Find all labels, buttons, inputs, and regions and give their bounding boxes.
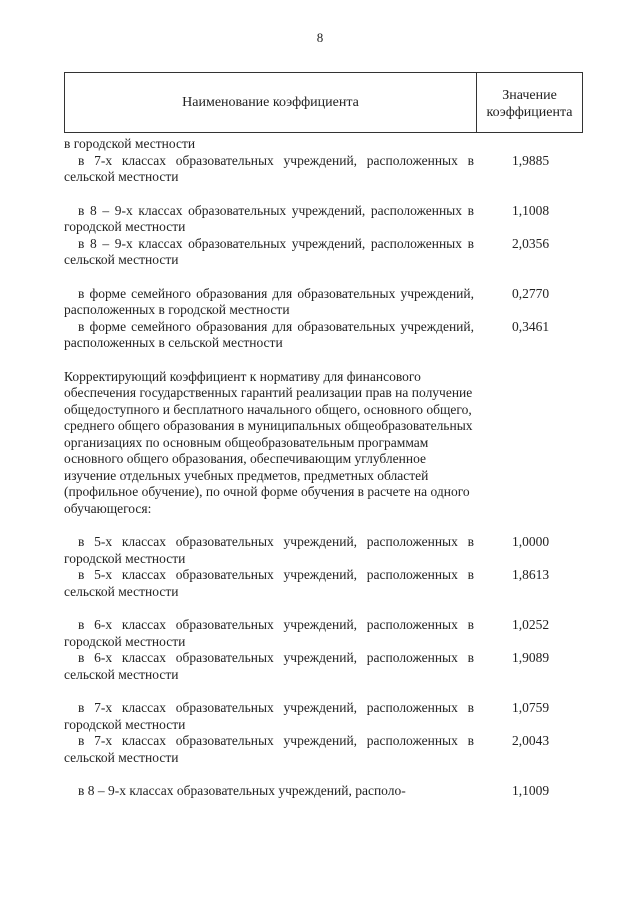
table-row — [64, 700, 584, 733]
row-text: в 8 – 9-х классах образовательных учреждений, расположенных в городской местности — [64, 202, 474, 234]
row-text: в 6-х классах образовательных учреждений, расположенных в городской местности — [64, 617, 474, 649]
row-value: 0,2770 — [512, 285, 550, 301]
table-row — [64, 153, 584, 186]
row-text: в форме семейного образования для образовательных учреждений, расположенных в сельской местности — [64, 318, 474, 350]
row-text: в 5-х классах образовательных учреждений, расположенных в сельской местности — [64, 567, 474, 599]
row-value: 1,1008 — [512, 202, 550, 218]
row-value: 1,9885 — [512, 152, 550, 168]
column-header-value-line2: коэффициента — [486, 105, 573, 120]
page-number: 8 — [316, 30, 324, 45]
row-text: в городской местности — [64, 136, 196, 151]
row-text: в 7-х классах образовательных учреждений, расположенных в городской местности — [64, 700, 474, 732]
table-row — [64, 319, 584, 352]
column-header-value — [477, 87, 582, 121]
coefficient-table-body — [64, 136, 584, 800]
row-value: 0,3461 — [512, 318, 550, 334]
row-text: в 6-х классах образовательных учреждений, расположенных в сельской местности — [64, 650, 474, 682]
table-row — [64, 617, 584, 650]
table-row — [64, 136, 584, 153]
row-value: 1,0252 — [512, 617, 550, 632]
table-header — [64, 72, 583, 133]
table-row — [64, 236, 584, 269]
table-row — [64, 203, 584, 236]
row-value: 1,0000 — [512, 534, 550, 549]
table-row — [64, 733, 584, 766]
table-row — [64, 783, 584, 800]
row-text: в 7-х классах образовательных учреждений, расположенных в сельской местности — [64, 733, 474, 765]
row-text: в форме семейного образования для образовательных учреждений, расположенных в городской местности — [64, 285, 474, 317]
row-text: в 8 – 9-х классах образовательных учреждений, расположенных в сельской местности — [64, 235, 474, 267]
table-row — [64, 286, 584, 319]
row-value: 1,8613 — [512, 567, 550, 582]
column-header-value-line1: Значение — [502, 88, 557, 103]
row-value: 1,0759 — [512, 700, 550, 715]
column-header-name: Наименование коэффициента — [182, 95, 359, 110]
row-value: 1,1009 — [512, 783, 550, 798]
row-text: в 7-х классах образовательных учреждений, расположенных в сельской местности — [64, 152, 474, 184]
table-row — [64, 534, 584, 567]
table-row — [64, 567, 584, 600]
row-value: 1,9089 — [512, 650, 550, 665]
row-value: 2,0356 — [512, 235, 550, 251]
section-paragraph: Корректирующий коэффициент к нормативу для финансового обеспечения государственных гарантий реализации прав на получение общедоступного и бесплатного начального общего, основного общего, среднего общего образования в муниципальных общеобразовательных организациях по основным общеобразовательным программам основного общего образования, обеспечивающим углубленное изучение отдельных учебных предметов, предметных областей (профильное обучение), по очной форме обучения в расчете на одного обучающегося: — [64, 368, 473, 516]
row-text: в 8 – 9-х классах образовательных учреждений, располо- — [78, 783, 406, 798]
row-text: в 5-х классах образовательных учреждений, расположенных в городской местности — [64, 534, 474, 566]
table-row — [64, 650, 584, 683]
row-value: 2,0043 — [512, 733, 550, 748]
